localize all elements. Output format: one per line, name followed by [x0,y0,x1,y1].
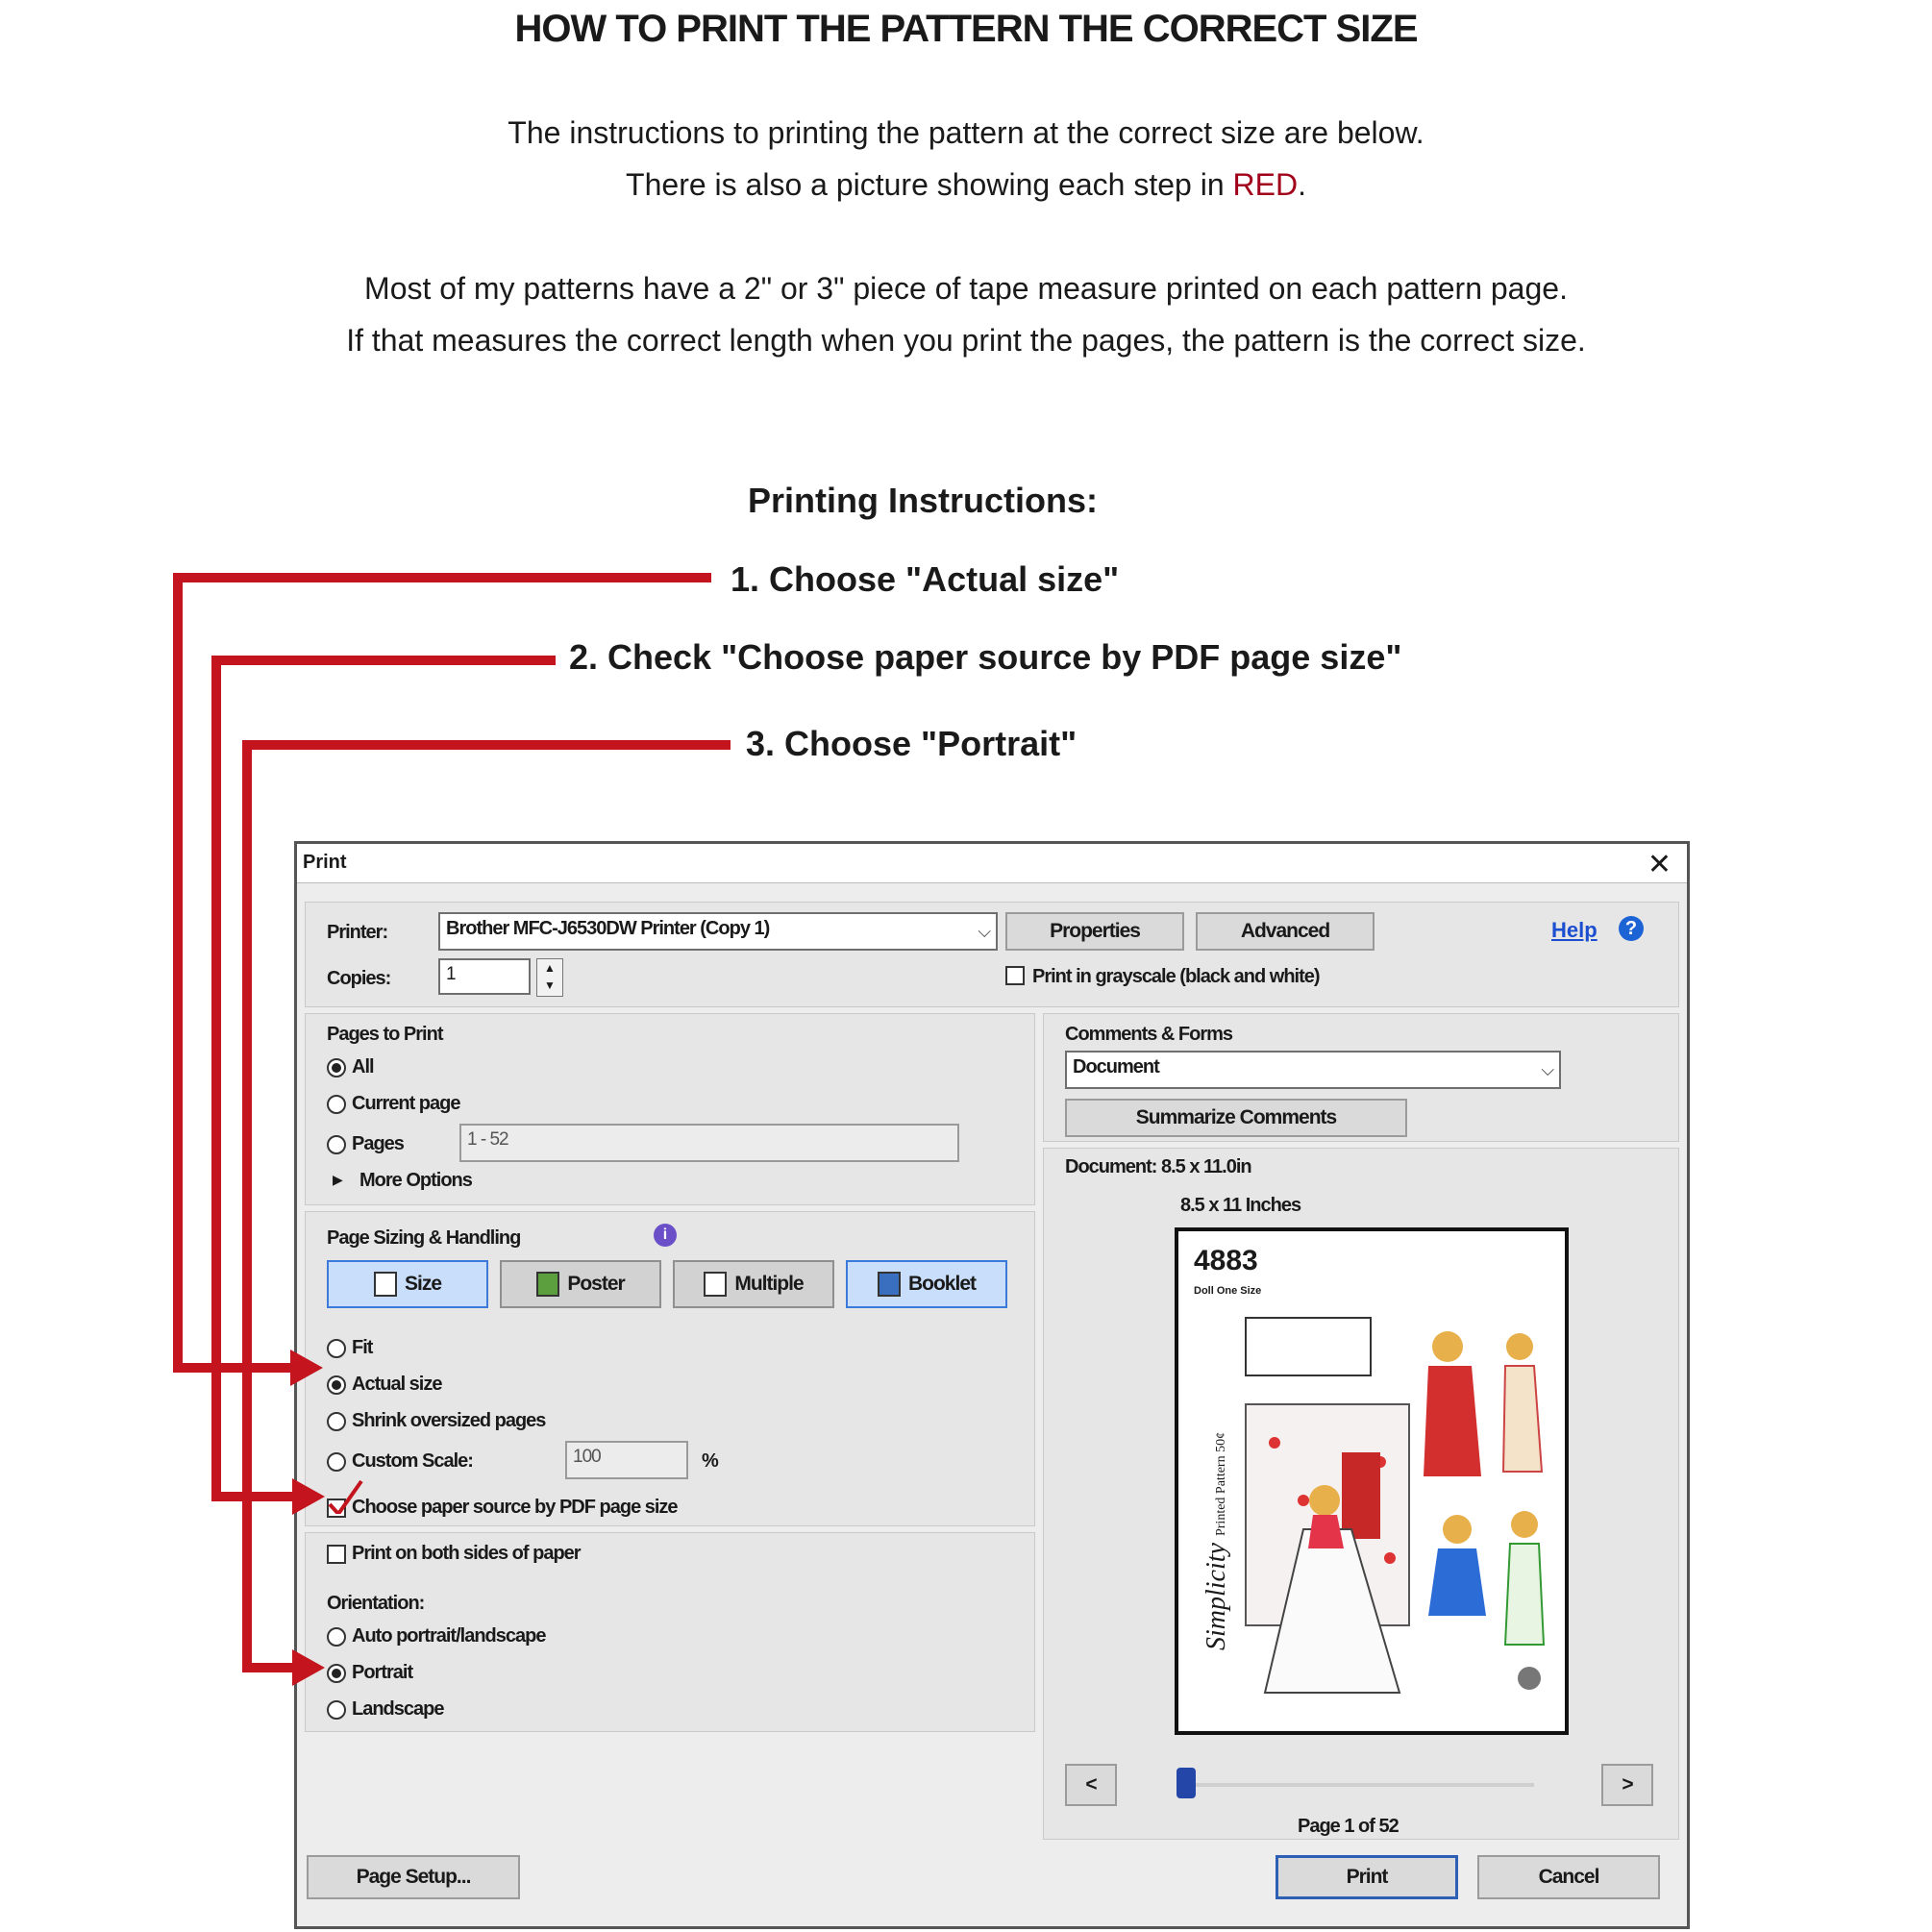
print-dialog [294,841,1690,1929]
shrink-radio[interactable] [327,1412,346,1431]
arrow-3-head [292,1649,325,1686]
page-setup-button[interactable]: Page Setup... [307,1855,520,1899]
arrow-2-vertical [211,656,221,1501]
tab-poster[interactable] [500,1260,661,1308]
percent-label: % [702,1450,718,1472]
advanced-button[interactable]: Advanced [1196,912,1375,951]
tab-size-label: Size [404,1273,442,1295]
help-link[interactable]: Help [1551,918,1598,942]
printer-select[interactable] [438,912,998,951]
properties-button[interactable]: Properties [1005,912,1184,951]
step-3: 3. Choose "Portrait" [746,724,1077,763]
arrow-2-head [292,1478,325,1515]
auto-orientation-radio[interactable] [327,1627,346,1647]
pages-heading: Pages to Print [327,1024,443,1045]
document-size: Document: 8.5 x 11.0in [1065,1156,1251,1177]
pages-range-input[interactable]: 1 - 52 [459,1124,959,1162]
portrait-radio[interactable] [327,1664,346,1683]
grayscale-checkbox[interactable] [1005,966,1025,985]
brand-text: Simplicity [1201,1543,1231,1650]
comments-value: Document [1073,1056,1159,1077]
multiple-icon [704,1272,727,1297]
tape-line-2: If that measures the correct length when you print the pages, the pattern is the correct size. [346,323,1586,358]
pages-radio[interactable] [327,1135,346,1154]
pattern-sub: Doll One Size [1194,1285,1262,1297]
arrow-3-vertical [242,740,252,1672]
chevron-down-icon: ⌵ [978,922,990,941]
tape-line-1: Most of my patterns have a 2" or 3" piece of tape measure printed on each pattern page. [364,271,1568,306]
dialog-title: Print [303,852,347,873]
comments-heading: Comments & Forms [1065,1024,1233,1045]
portrait-label: Portrait [352,1662,413,1683]
more-options-toggle[interactable]: More Options [359,1170,472,1191]
print-button[interactable]: Print [1276,1855,1458,1899]
intro-line-2-text: There is also a picture showing each step in [626,167,1233,202]
tab-booklet-label: Booklet [907,1273,976,1295]
actual-size-label: Actual size [352,1374,442,1395]
size-icon [374,1272,397,1297]
custom-scale-radio[interactable] [327,1452,346,1472]
paper-source-label: Choose paper source by PDF page size [352,1497,678,1518]
actual-size-radio[interactable] [327,1375,346,1395]
pages-to-print-panel [305,1013,1035,1205]
orientation-panel [305,1532,1035,1732]
brand-sub: Printed Pattern 50¢ [1214,1431,1228,1537]
comments-forms-panel [1043,1013,1679,1142]
copies-label: Copies: [327,968,391,989]
pattern-illustration [1236,1308,1563,1721]
paper-source-checkbox[interactable] [327,1499,346,1518]
printer-label: Printer: [327,922,388,943]
instructions-heading: Printing Instructions: [748,481,1098,520]
summarize-comments-button[interactable]: Summarize Comments [1065,1099,1407,1137]
tab-multiple[interactable] [673,1260,834,1308]
arrow-1-vertical [173,573,183,1373]
pattern-number: 4883 [1194,1245,1258,1276]
intro-line-1: The instructions to printing the pattern at the correct size are below. [508,115,1424,150]
booklet-icon [878,1272,901,1297]
arrow-1-top [173,573,711,582]
cancel-button[interactable]: Cancel [1477,1855,1660,1899]
custom-scale-label: Custom Scale: [352,1450,473,1472]
both-sides-checkbox[interactable] [327,1545,346,1564]
arrow-2-bottom [211,1492,300,1501]
page-indicator: Page 1 of 52 [1298,1816,1399,1837]
poster-icon [536,1272,559,1297]
page-preview [1175,1227,1569,1735]
all-label: All [352,1056,374,1077]
tab-size[interactable] [327,1260,488,1308]
orientation-label: Orientation: [327,1593,425,1614]
both-sides-label: Print on both sides of paper [352,1543,581,1564]
current-page-radio[interactable] [327,1095,346,1114]
info-icon[interactable]: i [654,1224,677,1247]
all-radio[interactable] [327,1058,346,1077]
arrow-2-top [211,656,556,665]
arrow-3-top [242,740,731,750]
tab-booklet[interactable] [846,1260,1007,1308]
comments-select[interactable] [1065,1051,1561,1089]
grayscale-label: Print in grayscale (black and white) [1032,966,1320,987]
fit-label: Fit [352,1337,373,1358]
landscape-label: Landscape [352,1698,444,1720]
printer-panel [305,902,1679,1007]
page-slider-thumb[interactable] [1177,1768,1196,1798]
pages-label: Pages [352,1133,404,1154]
arrow-1-head [290,1350,323,1386]
tab-poster-label: Poster [567,1273,625,1295]
page-slider-track[interactable] [1186,1783,1534,1787]
dialog-titlebar [297,844,1687,883]
fit-radio[interactable] [327,1339,346,1358]
chevron-down-icon: ⌵ [1541,1060,1553,1079]
page-sizing-panel [305,1211,1035,1526]
auto-orientation-label: Auto portrait/landscape [352,1625,546,1647]
tab-multiple-label: Multiple [734,1273,804,1295]
landscape-radio[interactable] [327,1700,346,1720]
step-2: 2. Check "Choose paper source by PDF page size" [569,637,1402,677]
page-sizing-heading: Page Sizing & Handling [327,1227,521,1249]
shrink-label: Shrink oversized pages [352,1410,546,1431]
intro-red-word: RED [1232,167,1299,202]
previous-page-button[interactable]: < [1065,1764,1117,1806]
help-icon[interactable]: ? [1619,916,1644,941]
current-page-label: Current page [352,1093,460,1114]
arrow-1-bottom [173,1363,298,1373]
next-page-button[interactable]: > [1601,1764,1653,1806]
page-title: HOW TO PRINT THE PATTERN THE CORRECT SIZE [514,8,1418,50]
paper-size: 8.5 x 11 Inches [1180,1195,1301,1216]
step-1: 1. Choose "Actual size" [731,559,1120,599]
intro-line-2 [0,167,1932,203]
copies-stepper[interactable]: ▲ ▼ [536,958,563,997]
close-icon[interactable]: ✕ [1647,849,1672,880]
brand-name [1201,1420,1232,1650]
printer-value: Brother MFC-J6530DW Printer (Copy 1) [446,918,770,939]
triangle-right-icon[interactable]: ▶ [333,1172,343,1187]
custom-scale-input[interactable]: 100 [565,1441,688,1479]
copies-input[interactable]: 1 [438,958,531,995]
preview-panel [1043,1148,1679,1840]
intro-line-2-end: . [1298,167,1306,202]
